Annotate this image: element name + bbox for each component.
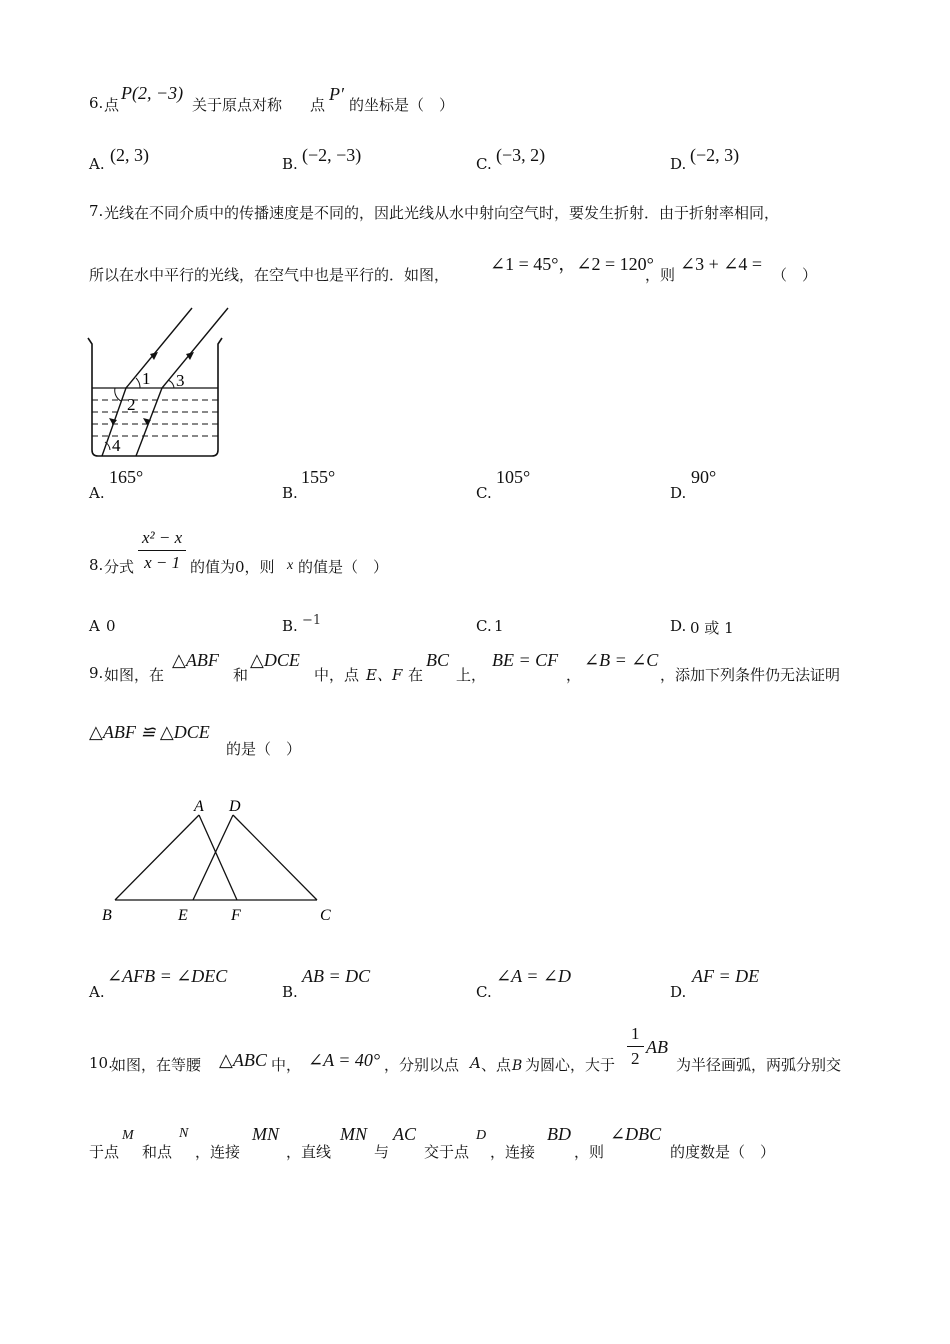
q7-line2-lead: 所以在水中平行的光线，在空气中也是平行的．如图， bbox=[89, 266, 450, 284]
q10-mid1: 中， bbox=[271, 1056, 302, 1074]
vertex-label-d: D bbox=[229, 798, 241, 815]
q10-mn2: MN bbox=[340, 1124, 367, 1144]
q10-meet: 交于点 bbox=[424, 1143, 470, 1161]
q7-option-a-value: 165° bbox=[109, 467, 144, 487]
angle-label-1: 1 bbox=[142, 369, 151, 388]
q9-lead: 如图，在 bbox=[104, 666, 165, 684]
q7-option-d-value: 90° bbox=[691, 467, 717, 487]
vertex-label-b: B bbox=[102, 907, 112, 924]
q10-line: ，直线 bbox=[286, 1143, 332, 1161]
q6-lead: 点 bbox=[104, 96, 120, 114]
vertex-label-e: E bbox=[178, 907, 188, 924]
q10-number: 10. bbox=[89, 1054, 113, 1072]
q10-then: ，则 bbox=[574, 1143, 605, 1161]
q6-number: 6. bbox=[89, 94, 104, 112]
q8-option-a-label: A bbox=[89, 617, 100, 635]
q6-mid: 关于原点对称 bbox=[192, 96, 283, 114]
q10-mid2: ，分别以点 bbox=[384, 1056, 460, 1074]
q7-mid: ，则 bbox=[645, 266, 676, 284]
q6-option-b-value: (−2, −3) bbox=[302, 145, 362, 165]
vertex-label-f: F bbox=[231, 907, 241, 924]
q9-option-a-value: ∠AFB = ∠DEC bbox=[107, 966, 228, 986]
q6-tail: 的坐标是（ ） bbox=[349, 96, 455, 114]
q9-option-b-label: B. bbox=[282, 983, 298, 1001]
q10-half-num: 1 bbox=[627, 1024, 644, 1047]
q6-point: P(2, −3) bbox=[121, 83, 184, 103]
q9-cond2: ∠B = ∠C bbox=[584, 650, 659, 670]
q10-tail1: 为半径画弧，两弧分别交 bbox=[676, 1056, 842, 1074]
q7-line1: 光线在不同介质中的传播速度是不同的，因此光线从水中射向空气时，要发生折射．由于折射率相同， bbox=[104, 204, 780, 222]
q10-conn2: ，连接 bbox=[490, 1143, 536, 1161]
q9-tri2: △DCE bbox=[250, 650, 300, 670]
q8-tail: 的值是（ ） bbox=[298, 558, 389, 576]
q9-option-d-label: D. bbox=[670, 983, 687, 1001]
q8-option-b-value: −1 bbox=[302, 613, 322, 628]
q8-option-c-label: C. bbox=[476, 617, 492, 635]
q9-pts: E、F bbox=[366, 666, 403, 684]
q10-tail2: 的度数是（ ） bbox=[670, 1143, 776, 1161]
q10-and-pt: 和点 bbox=[142, 1143, 173, 1161]
q6-option-a-value: (2, 3) bbox=[110, 145, 149, 165]
q6-option-b-label: B. bbox=[282, 155, 298, 173]
q7-option-c-value: 105° bbox=[496, 467, 531, 487]
q8-option-d-label: D. bbox=[670, 617, 687, 635]
q9-mid1: 中，点 bbox=[314, 666, 360, 684]
q10-lead: 如图，在等腰 bbox=[111, 1056, 202, 1074]
q10-dbc: ∠DBC bbox=[610, 1124, 662, 1144]
q6-option-c-value: (−3, 2) bbox=[496, 145, 546, 165]
q10-ac: AC bbox=[393, 1124, 417, 1144]
q8-fraction bbox=[138, 528, 186, 573]
q8-option-c-value: 1 bbox=[494, 617, 504, 635]
q10-bd: BD bbox=[547, 1124, 571, 1144]
q9-seg: BC bbox=[426, 650, 450, 670]
q9-cong: △ABF ≌ △DCE bbox=[89, 722, 210, 742]
q8-option-b-label: B. bbox=[282, 617, 298, 635]
q10-tri: △ABC bbox=[219, 1050, 267, 1070]
q9-tri1: △ABF bbox=[172, 650, 219, 670]
q10-pt-b: B bbox=[512, 1058, 523, 1074]
angle-label-4: 4 bbox=[112, 436, 121, 455]
q6-option-d-value: (−2, 3) bbox=[690, 145, 740, 165]
q10-n: N bbox=[179, 1126, 189, 1141]
q10-mn1: MN bbox=[252, 1124, 279, 1144]
vertex-label-a: A bbox=[194, 798, 204, 815]
q9-comma: ， bbox=[566, 666, 582, 684]
q9-option-d-value: AF = DE bbox=[692, 966, 760, 986]
q10-m: M bbox=[122, 1128, 134, 1143]
q10-half-seg: AB bbox=[646, 1037, 668, 1057]
q10-conn1: ，连接 bbox=[195, 1143, 241, 1161]
q10-d: D bbox=[476, 1128, 487, 1143]
q10-l2-lead: 于点 bbox=[89, 1143, 120, 1161]
q7-number: 7. bbox=[89, 202, 104, 220]
q8-mid: 的值为0，则 bbox=[190, 558, 275, 576]
q7-option-a-label: A. bbox=[89, 484, 105, 502]
q6-point2-lead: 点 bbox=[310, 96, 326, 114]
beaker-figure bbox=[80, 300, 250, 462]
q10-mid3: 为圆心，大于 bbox=[525, 1056, 616, 1074]
q7-option-c-label: C. bbox=[476, 484, 492, 502]
q8-numerator: x² − x bbox=[138, 528, 186, 551]
q7-option-b-label: B. bbox=[282, 484, 298, 502]
q6-point2: P′ bbox=[329, 84, 344, 104]
q7-option-d-label: D. bbox=[670, 484, 687, 502]
q6-option-c-label: C. bbox=[476, 155, 492, 173]
q9-option-c-value: ∠A = ∠D bbox=[496, 966, 571, 986]
vertex-label-c: C bbox=[320, 907, 331, 924]
q8-option-a-value: 0 bbox=[106, 617, 116, 635]
q10-half-fraction bbox=[627, 1024, 644, 1069]
angle-label-3: 3 bbox=[176, 371, 185, 390]
q8-number: 8. bbox=[89, 556, 104, 574]
q8-option-d-value: 0 或 1 bbox=[690, 619, 734, 637]
q10-pt-a: A bbox=[470, 1054, 481, 1072]
q9-cond1: BE = CF bbox=[492, 650, 559, 670]
q9-number: 9. bbox=[89, 664, 104, 682]
q9-option-b-value: AB = DC bbox=[302, 966, 371, 986]
q9-on: 在 bbox=[408, 666, 424, 684]
triangles-figure bbox=[95, 790, 345, 930]
q9-tail2: 的是（ ） bbox=[226, 740, 302, 758]
q10-with: 与 bbox=[374, 1143, 390, 1161]
q7-expr: ∠3 + ∠4 = bbox=[680, 254, 762, 274]
q6-option-a-label: A. bbox=[89, 155, 105, 173]
q10-angle: ∠A = 40° bbox=[308, 1050, 381, 1070]
q9-option-c-label: C. bbox=[476, 983, 492, 1001]
q7-option-b-value: 155° bbox=[301, 467, 336, 487]
q8-denominator: x − 1 bbox=[144, 553, 181, 572]
q9-up: 上， bbox=[456, 666, 487, 684]
q7-tail: （ ） bbox=[772, 266, 818, 284]
q9-tail1: ，添加下列条件仍无法证明 bbox=[660, 666, 841, 684]
q9-and: 和 bbox=[233, 666, 249, 684]
q9-option-a-label: A. bbox=[89, 983, 105, 1001]
q10-sep: 、点 bbox=[481, 1056, 512, 1074]
q7-given: ∠1 = 45°，∠2 = 120° bbox=[490, 254, 654, 274]
q8-lead: 分式 bbox=[104, 558, 135, 576]
q8-var: x bbox=[287, 558, 294, 573]
angle-label-2: 2 bbox=[127, 395, 136, 414]
q10-half-den: 2 bbox=[631, 1049, 640, 1068]
q6-option-d-label: D. bbox=[670, 155, 687, 173]
